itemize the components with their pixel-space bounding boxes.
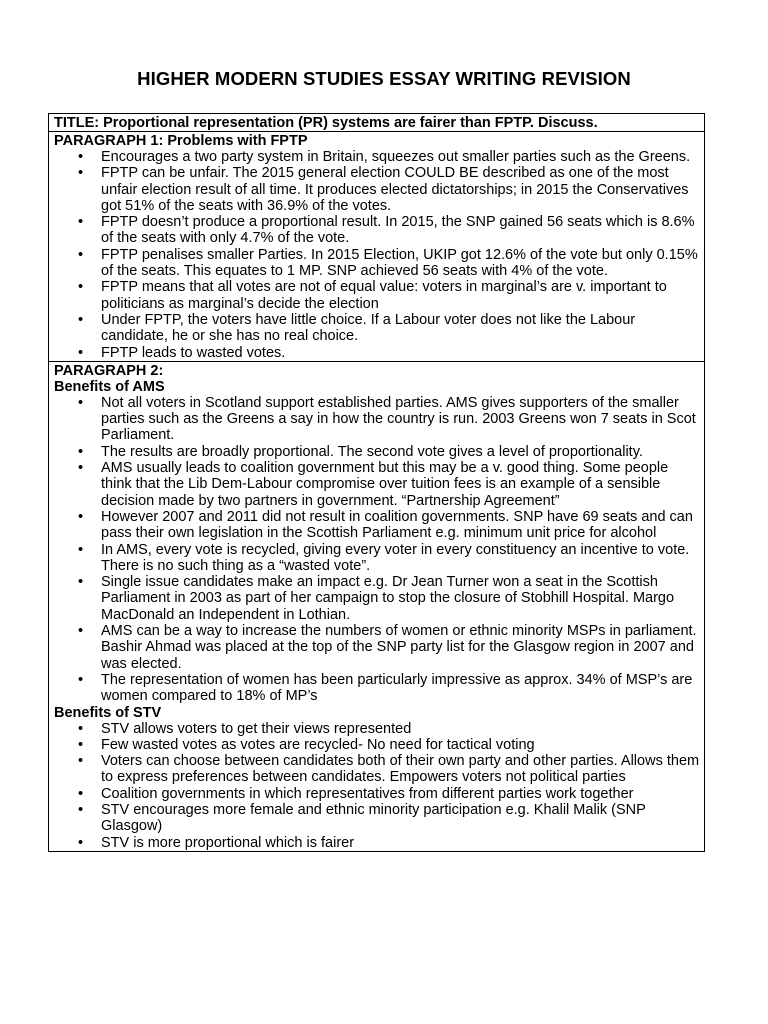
essay-title-row xyxy=(49,114,704,132)
paragraph1-heading: PARAGRAPH 1: Problems with FPTP xyxy=(54,133,308,149)
list-item: • Voters can choose between candidates both of their own party and other parties. Allows them to express preferences between candidates. Empowers voters not political parties xyxy=(54,753,700,786)
list-item: • The results are broadly proportional. The second vote gives a level of proportionality. xyxy=(54,444,700,460)
list-item: • Encourages a two party system in Britain, squeezes out smaller parties such as the Greens. xyxy=(54,149,700,165)
list-item: • AMS usually leads to coalition government but this may be a v. good thing. Some people think that the Lib Dem-Labour compromise over tuition fees is an example of a sensible decision made by two partners in government. “Partnership Agreement” xyxy=(54,460,700,509)
list-item: • The representation of women has been particularly impressive as approx. 34% of MSP’s are women compared to 18% of MP’s xyxy=(54,672,700,705)
ams-heading: Benefits of AMS xyxy=(54,378,165,395)
paragraph2-heading: PARAGRAPH 2: xyxy=(54,362,164,379)
list-item: • FPTP leads to wasted votes. xyxy=(54,345,700,361)
list-item: • STV allows voters to get their views represented xyxy=(54,721,700,737)
list-item: • Few wasted votes as votes are recycled- No need for tactical voting xyxy=(54,737,700,753)
list-item: • FPTP can be unfair. The 2015 general election COULD BE described as one of the most unfair election result of all time. It produces elected dictatorships; in 2015 the Conservatives got 51% of the seats with 36.9% of the votes. xyxy=(54,165,700,214)
stv-list xyxy=(54,721,700,851)
list-item: • STV encourages more female and ethnic minority participation e.g. Khalil Malik (SNP Glasgow) xyxy=(54,802,700,835)
essay-plan-table xyxy=(48,113,705,852)
paragraph1-section xyxy=(49,132,704,362)
list-item: • In AMS, every vote is recycled, giving every voter in every constituency an incentive to vote. There is no such thing as a “wasted vote”. xyxy=(54,542,700,575)
list-item: • Single issue candidates make an impact e.g. Dr Jean Turner won a seat in the Scottish Parliament in 2003 as part of her campaign to stop the closure of Stobhill Hospital. Margo MacDonald an Independent in Lothian. xyxy=(54,574,700,623)
ams-list xyxy=(54,395,700,705)
list-item: • STV is more proportional which is fairer xyxy=(54,835,700,851)
page-title: HIGHER MODERN STUDIES ESSAY WRITING REVISION xyxy=(137,68,631,89)
stv-heading: Benefits of STV xyxy=(54,704,162,721)
list-item: • FPTP doesn’t produce a proportional result. In 2015, the SNP gained 56 seats which is 8.6% of the seats with only 4.7% of the vote. xyxy=(54,214,700,247)
list-item: • AMS can be a way to increase the numbers of women or ethnic minority MSPs in parliament. Bashir Ahmad was placed at the top of the SNP party list for the Glasgow region in 2007 and was elected. xyxy=(54,623,700,672)
list-item: • Coalition governments in which representatives from different parties work together xyxy=(54,786,700,802)
list-item: • However 2007 and 2011 did not result in coalition governments. SNP have 69 seats and can pass their own legislation in the Scottish Parliament e.g. minimum unit price for alcohol xyxy=(54,509,700,542)
essay-title: TITLE: Proportional representation (PR) systems are fairer than FPTP. Discuss. xyxy=(54,115,598,131)
list-item: • Not all voters in Scotland support established parties. AMS gives supporters of the smaller parties such as the Greens a say in how the country is run. 2003 Greens won 7 seats in Scot Parliament. xyxy=(54,395,700,444)
paragraph1-list xyxy=(54,149,700,361)
list-item: • Under FPTP, the voters have little choice. If a Labour voter does not like the Labour candidate, he or she has no real choice. xyxy=(54,312,700,345)
list-item: • FPTP penalises smaller Parties. In 2015 Election, UKIP got 12.6% of the vote but only 0.15% of the seats. This equates to 1 MP. SNP achieved 56 seats with 4% of the vote. xyxy=(54,247,700,280)
list-item: • FPTP means that all votes are not of equal value: voters in marginal’s are v. important to politicians as marginal’s decide the election xyxy=(54,279,700,312)
paragraph2-section xyxy=(49,362,704,851)
